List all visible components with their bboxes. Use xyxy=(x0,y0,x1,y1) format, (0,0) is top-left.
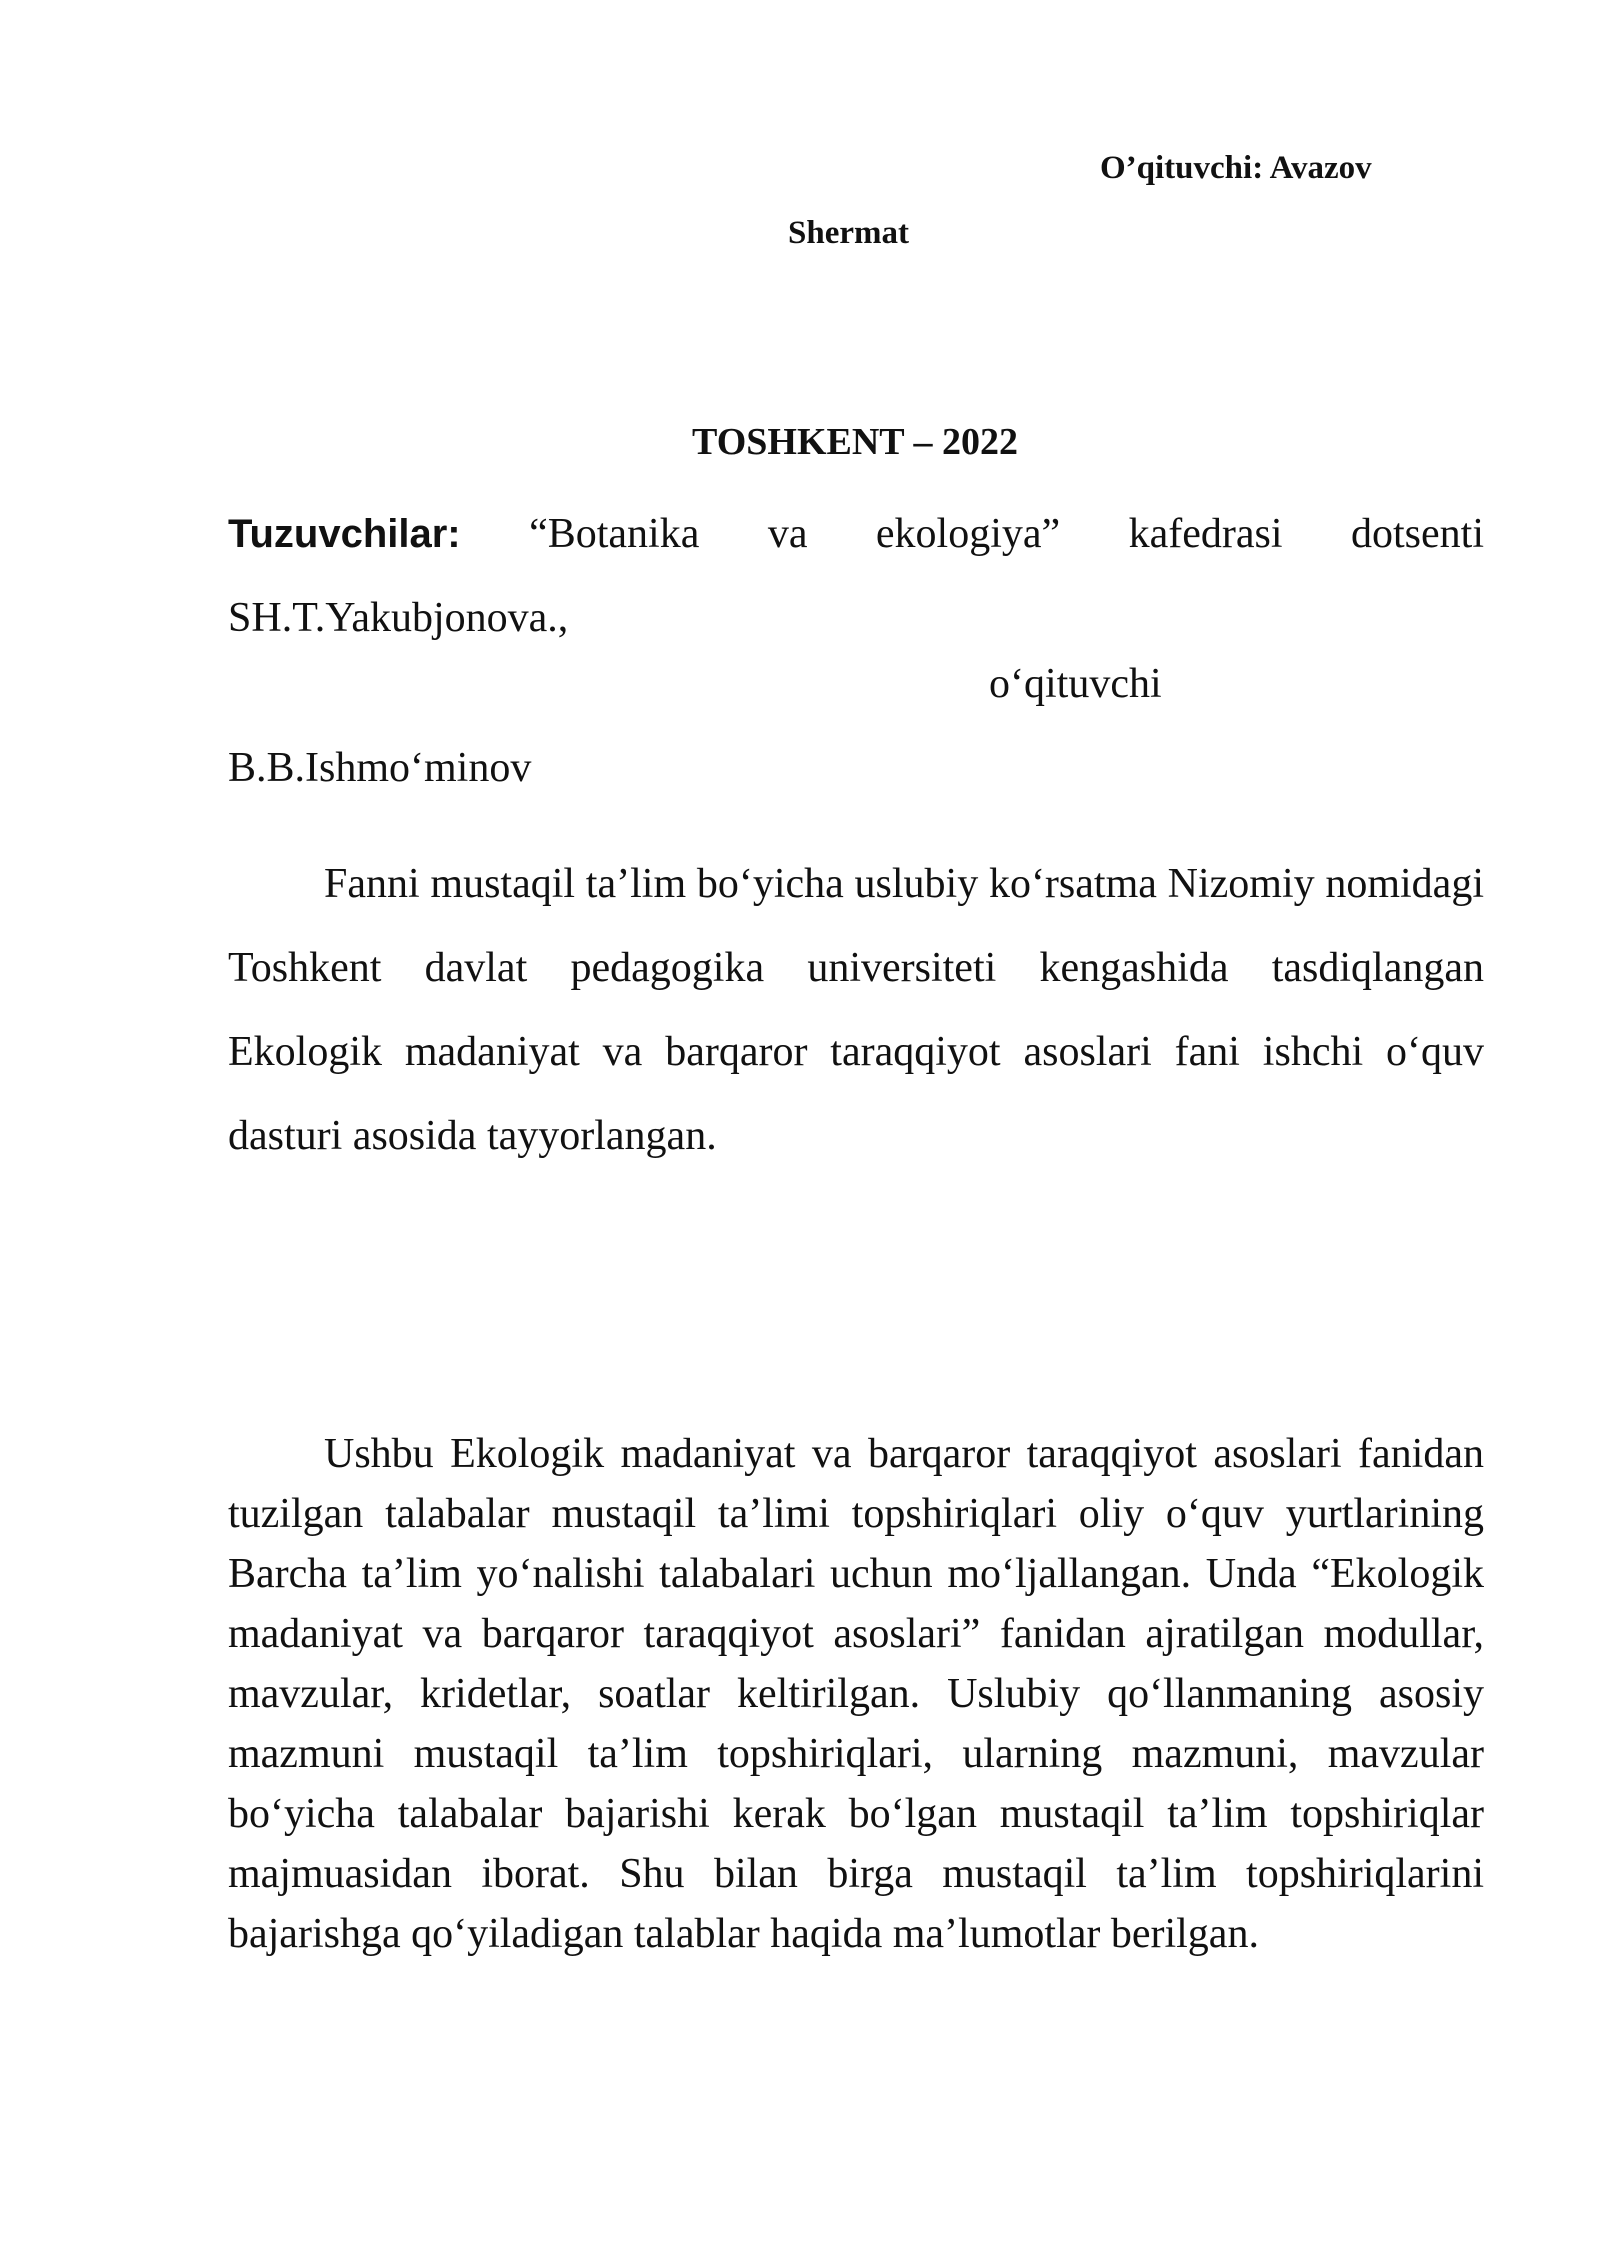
compilers-line-1 xyxy=(228,492,1484,576)
teacher-name-line-2: Shermat xyxy=(788,215,909,251)
teacher-name-line-1: O’qituvchi: Avazov xyxy=(1100,150,1372,186)
compilers-department: “Botanika va ekologiya” kafedrasi dotsenti xyxy=(460,511,1484,557)
city-year-heading: TOSHKENT – 2022 xyxy=(692,421,1018,463)
compilers-block xyxy=(228,492,1484,660)
approval-paragraph: Fanni mustaqil ta’lim bo‘yicha uslubiy ko‘rsatma Nizomiy nomidagi Toshkent davlat pedagogika universiteti kengashida tasdiqlangan Ekologik madaniyat va barqaror taraqqiyot asoslari fani ishchi o‘quv dasturi asosida tayyorlangan. xyxy=(228,861,1484,1159)
summary-paragraph: Ushbu Ekologik madaniyat va barqaror taraqqiyot asoslari fanidan tuzilgan talabalar mustaqil ta’limi topshiriqlari oliy o‘quv yurtlarining Barcha ta’lim yo‘nalishi talabalari uchun mo‘ljallangan. Unda “Ekologik madaniyat va barqaror taraqqiyot asoslari” fanidan ajratilgan modullar, mavzular, kridetlar, soatlar keltirilgan. Uslubiy qo‘llanmaning asosiy mazmuni mustaqil ta’lim topshiriqlari, ularning mazmuni, mavzular bo‘yicha talabalar bajarishi kerak bo‘lgan mustaqil ta’lim topshiriqlar majmuasidan iborat. Shu bilan birga mustaqil ta’lim topshiriqlarini bajarishga qo‘yiladigan talablar haqida ma’lumotlar berilgan. xyxy=(228,1431,1484,1957)
compiler-2-name: B.B.Ishmo‘minov xyxy=(228,745,532,791)
compiler-1-name: SH.T.Yakubjonova., xyxy=(228,595,569,641)
compiler-2-title: o‘qituvchi xyxy=(989,661,1162,707)
compilers-label: Tuzuvchilar: xyxy=(228,512,461,556)
